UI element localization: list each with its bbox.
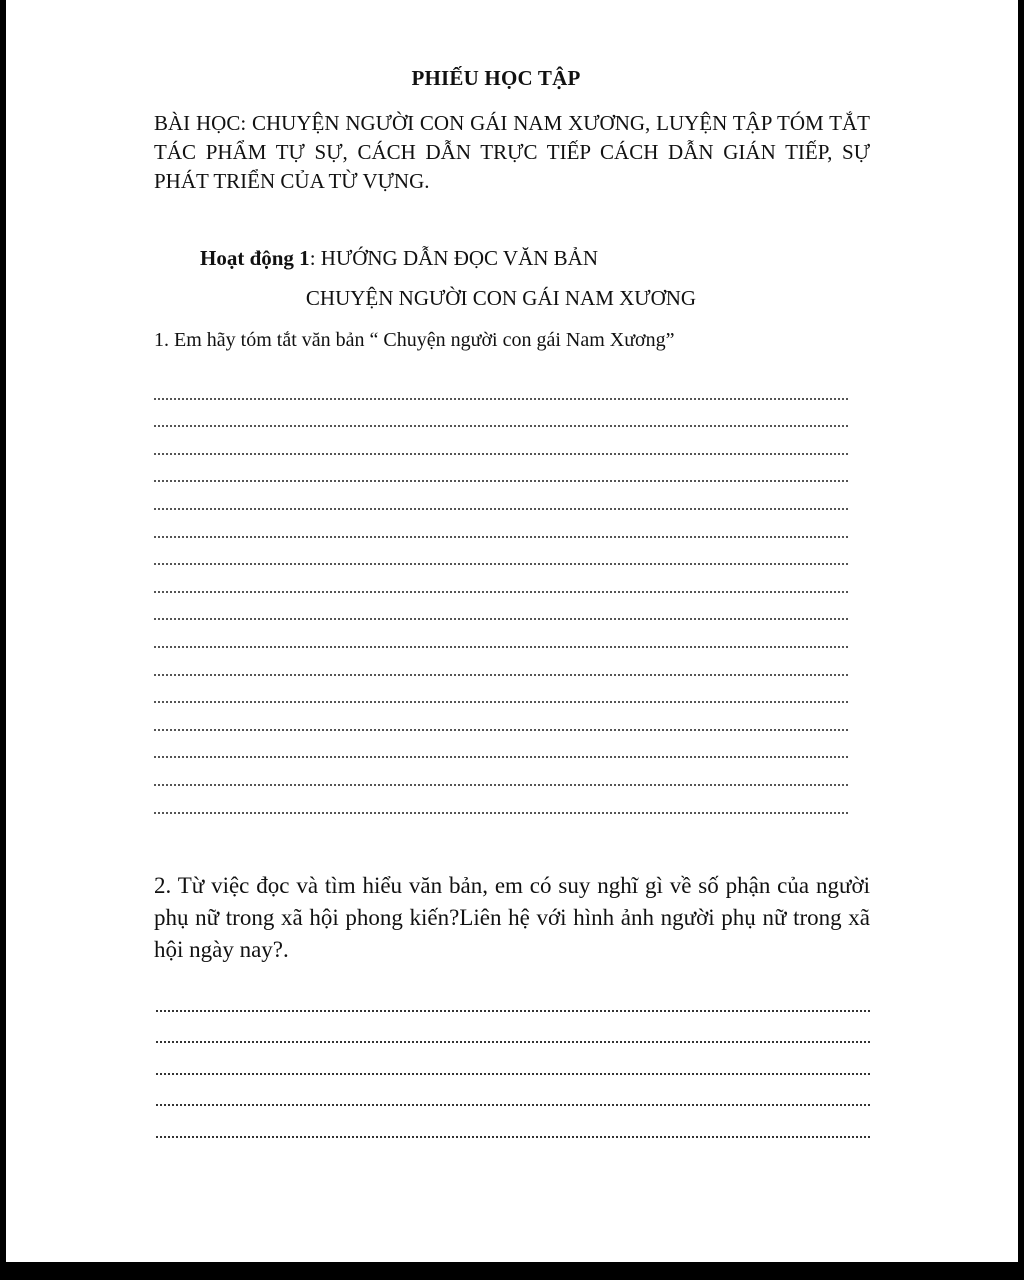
answer-line [156,1012,870,1044]
answer-line [154,482,848,510]
question-2: 2. Từ việc đọc và tìm hiểu văn bản, em có suy nghĩ gì về số phận của người phụ nữ trong xã hội phong kiến?Liên hệ với hình ảnh người phụ nữ trong xã hội ngày nay?. [154,873,870,962]
activity-label: Hoạt động 1 [200,246,310,270]
answer-line [154,648,848,676]
answer-line [154,455,848,483]
answer-line [156,1106,870,1138]
answer-lines-1 [154,372,848,814]
answer-line [154,565,848,593]
worksheet-title: PHIẾU HỌC TẬP [411,66,581,90]
answer-line [154,786,848,814]
lesson-heading: BÀI HỌC: CHUYỆN NGƯỜI CON GÁI NAM XƯƠNG, LUYỆN TẬP TÓM TẮT TÁC PHẨM TỰ SỰ, CÁCH DẪN TRỰC TIẾP CÁCH DẪN GIÁN TIẾP, SỰ PHÁT TRIỂN CỦA TỪ VỰNG. [154,111,870,193]
answer-line [154,593,848,621]
answer-line [156,1075,870,1107]
answer-lines-2 [156,980,870,1138]
answer-line [154,372,848,400]
worksheet-page [6,0,1018,1262]
answer-line [154,731,848,759]
activity-text: : HƯỚNG DẪN ĐỌC VĂN BẢN [309,246,599,270]
answer-line [154,427,848,455]
answer-line [154,538,848,566]
answer-line [154,703,848,731]
answer-line [154,758,848,786]
activity-heading [200,246,598,271]
answer-line [154,400,848,428]
answer-line [154,620,848,648]
answer-line [154,510,848,538]
question-1: 1. Em hãy tóm tắt văn bản “ Chuyện người con gái Nam Xương” [154,329,675,351]
answer-line [154,676,848,704]
answer-line [156,980,870,1012]
story-title: CHUYỆN NGƯỜI CON GÁI NAM XƯƠNG [305,286,697,310]
answer-line [156,1043,870,1075]
